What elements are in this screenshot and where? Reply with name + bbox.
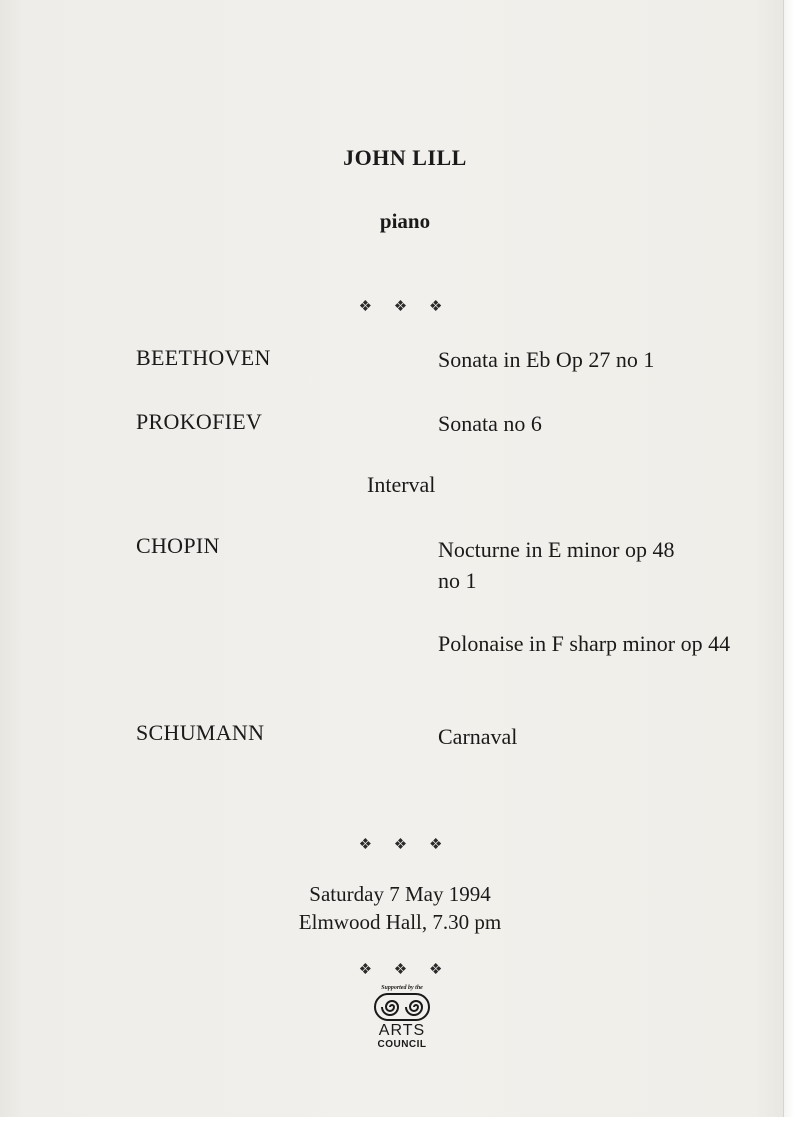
ornament-divider-bottom: [0, 960, 794, 979]
ornament-divider-top: [0, 297, 794, 316]
ornament-icon: ❖ ❖ ❖: [358, 299, 452, 315]
work-chopin-polonaise: Polonaise in F sharp minor op 44: [438, 631, 731, 656]
composer-prokofiev: PROKOFIEV: [136, 409, 263, 434]
ornament-icon: ❖ ❖ ❖: [358, 962, 452, 978]
composer-beethoven: BEETHOVEN: [136, 345, 271, 370]
concert-venue: Elmwood Hall, 7.30 pm: [298, 910, 502, 934]
composer-schumann: SCHUMANN: [136, 720, 265, 745]
page-edge-bottom: [0, 1117, 794, 1123]
spiral-logo-icon: [374, 993, 430, 1021]
ornament-icon: ❖ ❖ ❖: [358, 837, 452, 853]
interval-label: Interval: [367, 472, 436, 497]
ornament-divider-middle: [0, 835, 794, 854]
instrument-label: piano: [379, 209, 431, 233]
work-beethoven-sonata: Sonata in Eb Op 27 no 1: [438, 347, 655, 372]
work-chopin-nocturne: Nocturne in E minor op 48 no 1: [438, 537, 675, 593]
work-prokofiev-sonata: Sonata no 6: [438, 411, 542, 436]
concert-date: Saturday 7 May 1994: [309, 882, 491, 906]
arts-council-logo: [357, 985, 447, 1050]
work-schumann-carnaval: Carnaval: [438, 724, 518, 749]
council-text: COUNCIL: [377, 1039, 427, 1050]
page-edge-right: [783, 0, 794, 1123]
arts-text: ARTS: [378, 1022, 426, 1039]
performer-name: JOHN LILL: [343, 145, 467, 170]
supported-by-text: Supported by the: [381, 985, 423, 991]
composer-chopin: CHOPIN: [136, 533, 220, 558]
